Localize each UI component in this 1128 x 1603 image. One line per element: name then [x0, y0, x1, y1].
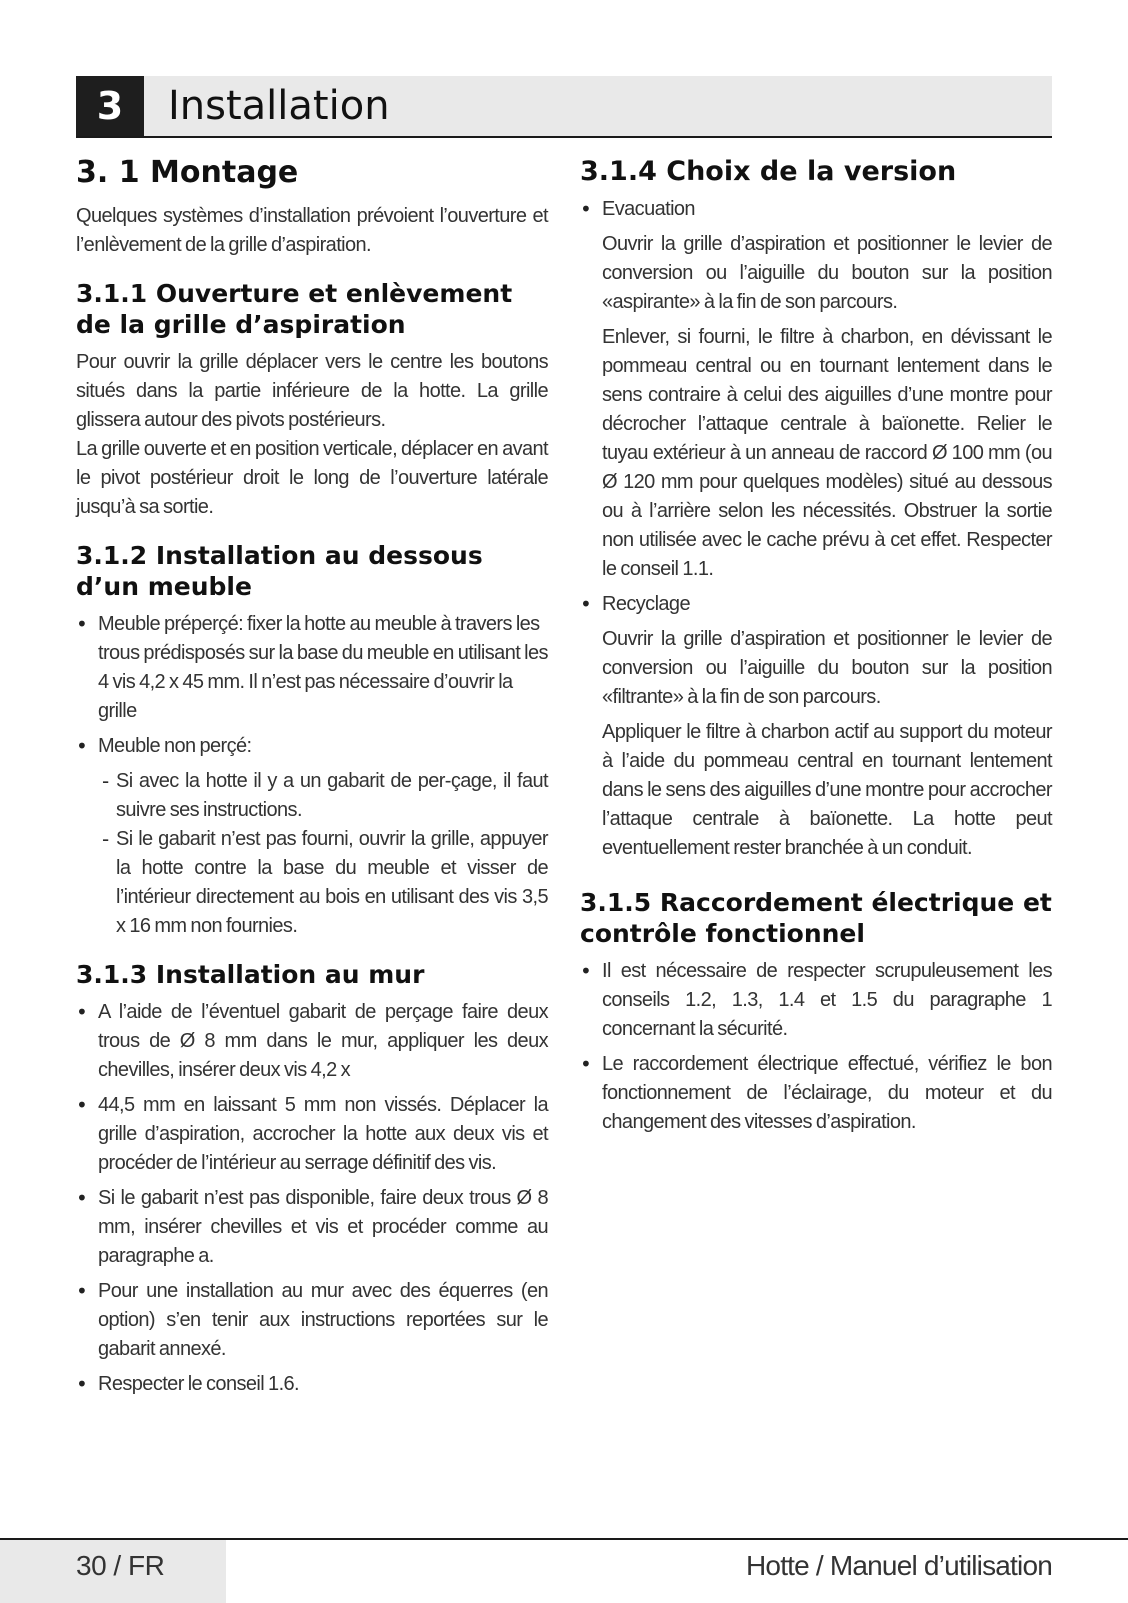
section-3-1-3-list: [76, 998, 548, 1399]
list-item: [76, 732, 548, 761]
dash-icon: -: [102, 827, 110, 851]
section-3-1-1-title: 3.1.1 Ouverture et enlèvement de la grille d’aspiration: [76, 279, 513, 339]
list-item: [580, 1050, 1052, 1137]
list-item: [76, 1091, 548, 1178]
chapter-header: [76, 76, 1052, 138]
bullet-icon: •: [76, 1279, 88, 1303]
section-3-1-2-list: [76, 610, 548, 761]
bullet-icon: •: [580, 959, 592, 983]
list-item-paragraph: Enlever, si fourni, le filtre à charbon, en dévissant le pommeau central ou en tournant lentement dans le sens contraire à celui des aiguilles d’une montre pour décrocher l’attaque centrale à baïonette. Relier le tuyau extérieur à un anneau de raccord Ø 100 mm (ou Ø 120 mm pour quelques modèles) situé au dessous ou à l’arrière selon les nécessités. Obstruer la sortie non utilisée avec le cache prévu à cet effet. Respecter le conseil 1.1.: [602, 326, 1052, 580]
list-item-text: Meuble préperçé: fixer la hotte au meuble à travers les trous prédisposés sur la base du meuble en utilisant les 4 vis 4,2 x 45 mm. Il n’est pas nécessaire d’ouvrir la grille: [98, 613, 548, 722]
list-item-text: Evacuation: [602, 198, 695, 220]
list-item: [580, 590, 1052, 863]
list-item-text: A l’aide de l’éventuel gabarit de perçage faire deux trous de Ø 8 mm dans le mur, appliquer les deux chevilles, insérer deux vis 4,2 x: [98, 1001, 548, 1081]
page-footer: [0, 1538, 1128, 1603]
list-item: [580, 195, 1052, 584]
list-item: [76, 1277, 548, 1364]
dash-item: [102, 825, 548, 941]
list-item-paragraph: Ouvrir la grille d’aspiration et positionner le levier de conversion ou l’aiguille du bouton sur la position «filtrante» à la fin de son parcours.: [602, 628, 1052, 708]
page-number: 30 / FR: [76, 1550, 165, 1581]
list-item-paragraph: Appliquer le filtre à charbon actif au support du moteur à l’aide du pommeau central en tournant lentement dans le sens des aiguilles d’une montre pour accrocher l’attaque centrale à baïonette. La hotte peut eventuellement rester branchée à un conduit.: [602, 721, 1052, 859]
section-3-1-title: 3. 1 Montage: [76, 155, 299, 190]
section-3-1-1-paragraph: Pour ouvrir la grille déplacer vers le centre les boutons situés dans la partie inférieure de la hotte. La grille glissera autour des pivots postérieurs.: [76, 351, 548, 431]
section-3-1-1-paragraph: La grille ouverte et en position verticale, déplacer en avant le pivot postérieur droit le long de l’ouverture latérale jusqu’à sa sortie.: [76, 438, 548, 518]
list-item-paragraph: Ouvrir la grille d’aspiration et positionner le levier de conversion ou l’aiguille du bouton sur la position «aspirante» à la fin de son parcours.: [602, 233, 1052, 313]
list-item: [76, 998, 548, 1085]
bullet-icon: •: [76, 1093, 88, 1117]
chapter-number: 3: [76, 76, 144, 136]
section-3-1-5-list: [580, 957, 1052, 1137]
list-item-text: Meuble non perçé:: [98, 735, 252, 757]
section-3-1-3-title: 3.1.3 Installation au mur: [76, 960, 425, 989]
right-column: [580, 150, 1052, 1143]
dash-list: [76, 767, 548, 941]
dash-icon: -: [102, 769, 110, 793]
dash-item: [102, 767, 548, 825]
list-item-text: 44,5 mm en laissant 5 mm non vissés. Déplacer la grille d’aspiration, accrocher la hotte aux deux vis et procéder de l’intérieur au serrage définitif des vis.: [98, 1094, 548, 1174]
bullet-icon: •: [76, 612, 88, 636]
list-item-text: Le raccordement électrique effectué, vérifiez le bon fonctionnement de l’éclairage, du moteur et du changement des vitesses d’aspiration.: [602, 1053, 1052, 1133]
section-3-1-4-list: [580, 195, 1052, 863]
section-3-1-5-title: 3.1.5 Raccordement électrique et contrôle fonctionnel: [580, 888, 1052, 948]
bullet-icon: •: [76, 734, 88, 758]
section-3-1-text: Quelques systèmes d’installation prévoient l’ouverture et l’enlèvement de la grille d’aspiration.: [76, 205, 548, 256]
list-item: [76, 1184, 548, 1271]
chapter-title: Installation: [168, 83, 390, 129]
bullet-icon: •: [76, 1000, 88, 1024]
list-item-text: Recyclage: [602, 593, 690, 615]
list-item-text: Pour une installation au mur avec des équerres (en option) s’en tenir aux instructions reportées sur le gabarit annexé.: [98, 1280, 548, 1360]
section-3-1-2-title: 3.1.2 Installation au dessous d’un meuble: [76, 541, 483, 601]
bullet-icon: •: [76, 1372, 88, 1396]
dash-item-text: Si avec la hotte il y a un gabarit de per-çage, il faut suivre ses instructions.: [116, 770, 548, 821]
list-item: [76, 1370, 548, 1399]
bullet-icon: •: [580, 592, 592, 616]
document-title: Hotte / Manuel d’utilisation: [746, 1550, 1052, 1581]
dash-item-text: Si le gabarit n’est pas fourni, ouvrir la grille, appuyer la hotte contre la base du meuble et visser de l’intérieur directement au bois en utilisant des vis 3,5 x 16 mm non fournies.: [116, 828, 548, 937]
list-item: [580, 957, 1052, 1044]
list-item: [76, 610, 548, 726]
list-item-text: Il est nécessaire de respecter scrupuleusement les conseils 1.2, 1.3, 1.4 et 1.5 du paragraphe 1 concernant la sécurité.: [602, 960, 1052, 1040]
left-column: [76, 150, 548, 1405]
list-item-text: Respecter le conseil 1.6.: [98, 1373, 300, 1395]
bullet-icon: •: [76, 1186, 88, 1210]
section-3-1-4-title: 3.1.4 Choix de la version: [580, 156, 957, 187]
bullet-icon: •: [580, 197, 592, 221]
bullet-icon: •: [580, 1052, 592, 1076]
list-item-text: Si le gabarit n’est pas disponible, faire deux trous Ø 8 mm, insérer chevilles et vis et procéder comme au paragraphe a.: [98, 1187, 548, 1267]
